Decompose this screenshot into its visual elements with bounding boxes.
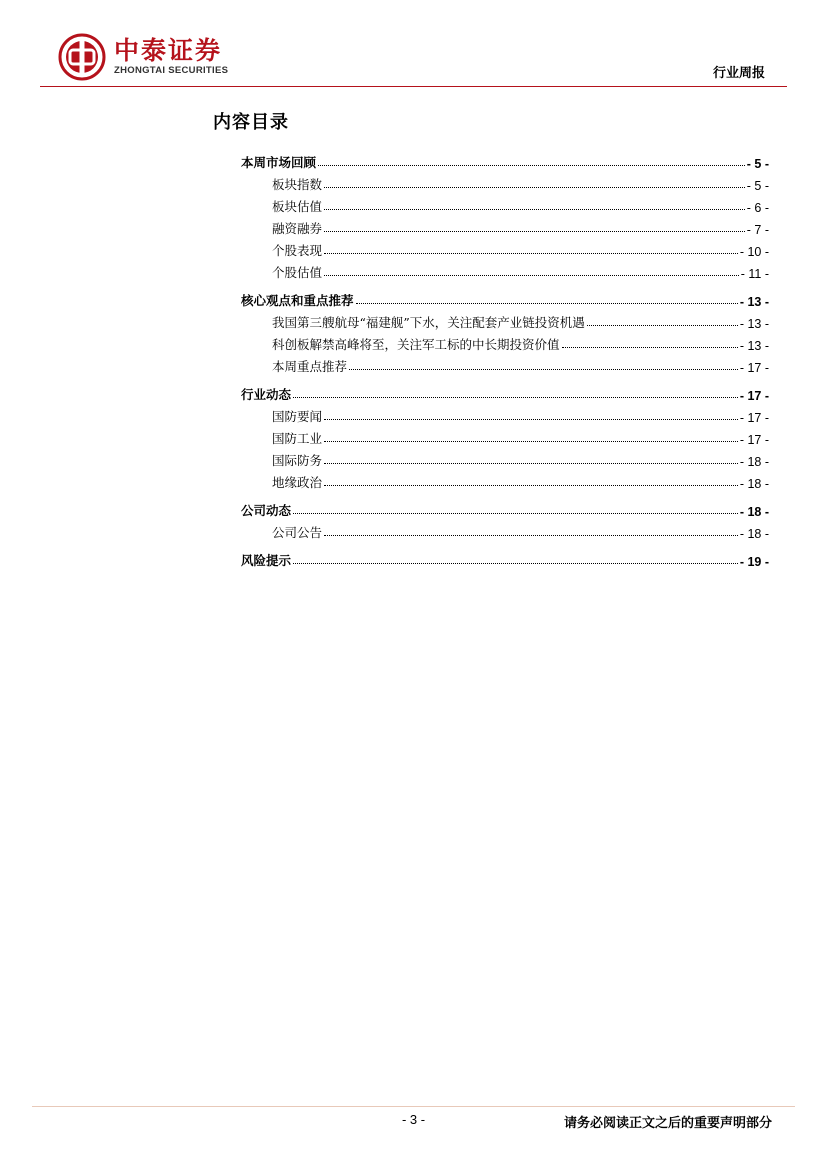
dot-leader bbox=[562, 347, 738, 348]
toc-section[interactable] bbox=[241, 149, 769, 171]
dot-leader bbox=[324, 187, 745, 188]
toc-section[interactable] bbox=[241, 381, 769, 403]
toc-subsection[interactable] bbox=[241, 171, 769, 193]
dot-leader bbox=[324, 485, 738, 486]
toc-subsection[interactable] bbox=[241, 425, 769, 447]
toc-subsection[interactable] bbox=[241, 353, 769, 375]
footer-divider bbox=[32, 1106, 795, 1107]
toc-section[interactable] bbox=[241, 547, 769, 569]
toc-entry-page: - 10 - bbox=[739, 245, 769, 259]
toc-entry-label: 科创板解禁高峰将至，关注军工标的中长期投资价值 bbox=[272, 337, 560, 352]
dot-leader bbox=[324, 463, 738, 464]
page-number: - 3 - bbox=[401, 1112, 426, 1127]
toc-entry-label: 风险提示 bbox=[241, 553, 292, 568]
toc-entry-page: - 13 - bbox=[739, 317, 769, 331]
dot-leader bbox=[324, 535, 738, 536]
toc-entry-label: 国防工业 bbox=[272, 431, 323, 446]
toc-entry-label: 地缘政治 bbox=[272, 475, 323, 490]
dot-leader bbox=[587, 325, 738, 326]
toc-title: 内容目录 bbox=[213, 112, 289, 133]
toc-entry-label: 公司公告 bbox=[272, 525, 323, 540]
dot-leader bbox=[324, 441, 738, 442]
toc-entry-label: 本周重点推荐 bbox=[272, 359, 348, 374]
toc-subsection[interactable] bbox=[241, 469, 769, 491]
toc-entry-page: - 17 - bbox=[739, 389, 769, 403]
toc-entry-page: - 18 - bbox=[739, 455, 769, 469]
toc-subsection[interactable] bbox=[241, 309, 769, 331]
header-divider bbox=[40, 86, 787, 87]
toc-entry-label: 公司动态 bbox=[241, 503, 292, 518]
toc-entry-label: 国防要闻 bbox=[272, 409, 323, 424]
dot-leader bbox=[349, 369, 738, 370]
report-type: 行业周报 bbox=[712, 66, 765, 81]
toc-section[interactable] bbox=[241, 497, 769, 519]
toc-subsection[interactable] bbox=[241, 259, 769, 281]
toc-entry-page: - 5 - bbox=[746, 179, 769, 193]
toc-entry-label: 本周市场回顾 bbox=[241, 155, 317, 170]
toc-entry-label: 个股估值 bbox=[272, 265, 323, 280]
dot-leader bbox=[293, 513, 738, 514]
toc-entry-label: 行业动态 bbox=[241, 387, 292, 402]
toc-subsection[interactable] bbox=[241, 193, 769, 215]
zhongtai-logo-icon bbox=[58, 33, 106, 81]
dot-leader bbox=[318, 165, 745, 166]
toc-section[interactable] bbox=[241, 287, 769, 309]
toc-entry-label: 板块估值 bbox=[272, 199, 323, 214]
dot-leader bbox=[293, 563, 738, 564]
toc-entry-page: - 13 - bbox=[739, 295, 769, 309]
toc-entry-label: 我国第三艘航母“福建舰”下水，关注配套产业链投资机遇 bbox=[272, 315, 585, 330]
dot-leader bbox=[356, 303, 738, 304]
toc-subsection[interactable] bbox=[241, 519, 769, 541]
toc-entry-label: 个股表现 bbox=[272, 243, 323, 258]
footer-disclaimer: 请务必阅读正文之后的重要声明部分 bbox=[563, 1116, 772, 1131]
toc-entry-page: - 17 - bbox=[739, 433, 769, 447]
dot-leader bbox=[293, 397, 738, 398]
toc-entry-page: - 17 - bbox=[739, 361, 769, 375]
logo-english-name: ZHONGTAI SECURITIES bbox=[114, 65, 229, 76]
toc-entry-page: - 7 - bbox=[746, 223, 769, 237]
toc-entry-label: 核心观点和重点推荐 bbox=[241, 293, 354, 308]
toc-subsection[interactable] bbox=[241, 403, 769, 425]
dot-leader bbox=[324, 419, 738, 420]
company-logo bbox=[58, 33, 228, 81]
logo-chinese-name: 中泰证券 bbox=[114, 36, 223, 65]
toc-entry-page: - 19 - bbox=[739, 555, 769, 569]
toc-entry-page: - 18 - bbox=[739, 527, 769, 541]
toc-entry-page: - 13 - bbox=[739, 339, 769, 353]
toc-entry-page: - 11 - bbox=[740, 267, 769, 281]
dot-leader bbox=[324, 275, 739, 276]
toc-subsection[interactable] bbox=[241, 215, 769, 237]
table-of-contents bbox=[241, 149, 769, 569]
toc-entry-page: - 6 - bbox=[746, 201, 769, 215]
toc-entry-page: - 18 - bbox=[739, 477, 769, 491]
toc-entry-page: - 5 - bbox=[746, 157, 769, 171]
toc-entry-label: 国际防务 bbox=[272, 453, 323, 468]
dot-leader bbox=[324, 209, 745, 210]
toc-entry-label: 融资融券 bbox=[272, 221, 323, 236]
dot-leader bbox=[324, 231, 745, 232]
toc-entry-page: - 17 - bbox=[739, 411, 769, 425]
dot-leader bbox=[324, 253, 738, 254]
toc-entry-label: 板块指数 bbox=[272, 177, 323, 192]
toc-entry-page: - 18 - bbox=[739, 505, 769, 519]
toc-subsection[interactable] bbox=[241, 237, 769, 259]
toc-subsection[interactable] bbox=[241, 447, 769, 469]
toc-subsection[interactable] bbox=[241, 331, 769, 353]
